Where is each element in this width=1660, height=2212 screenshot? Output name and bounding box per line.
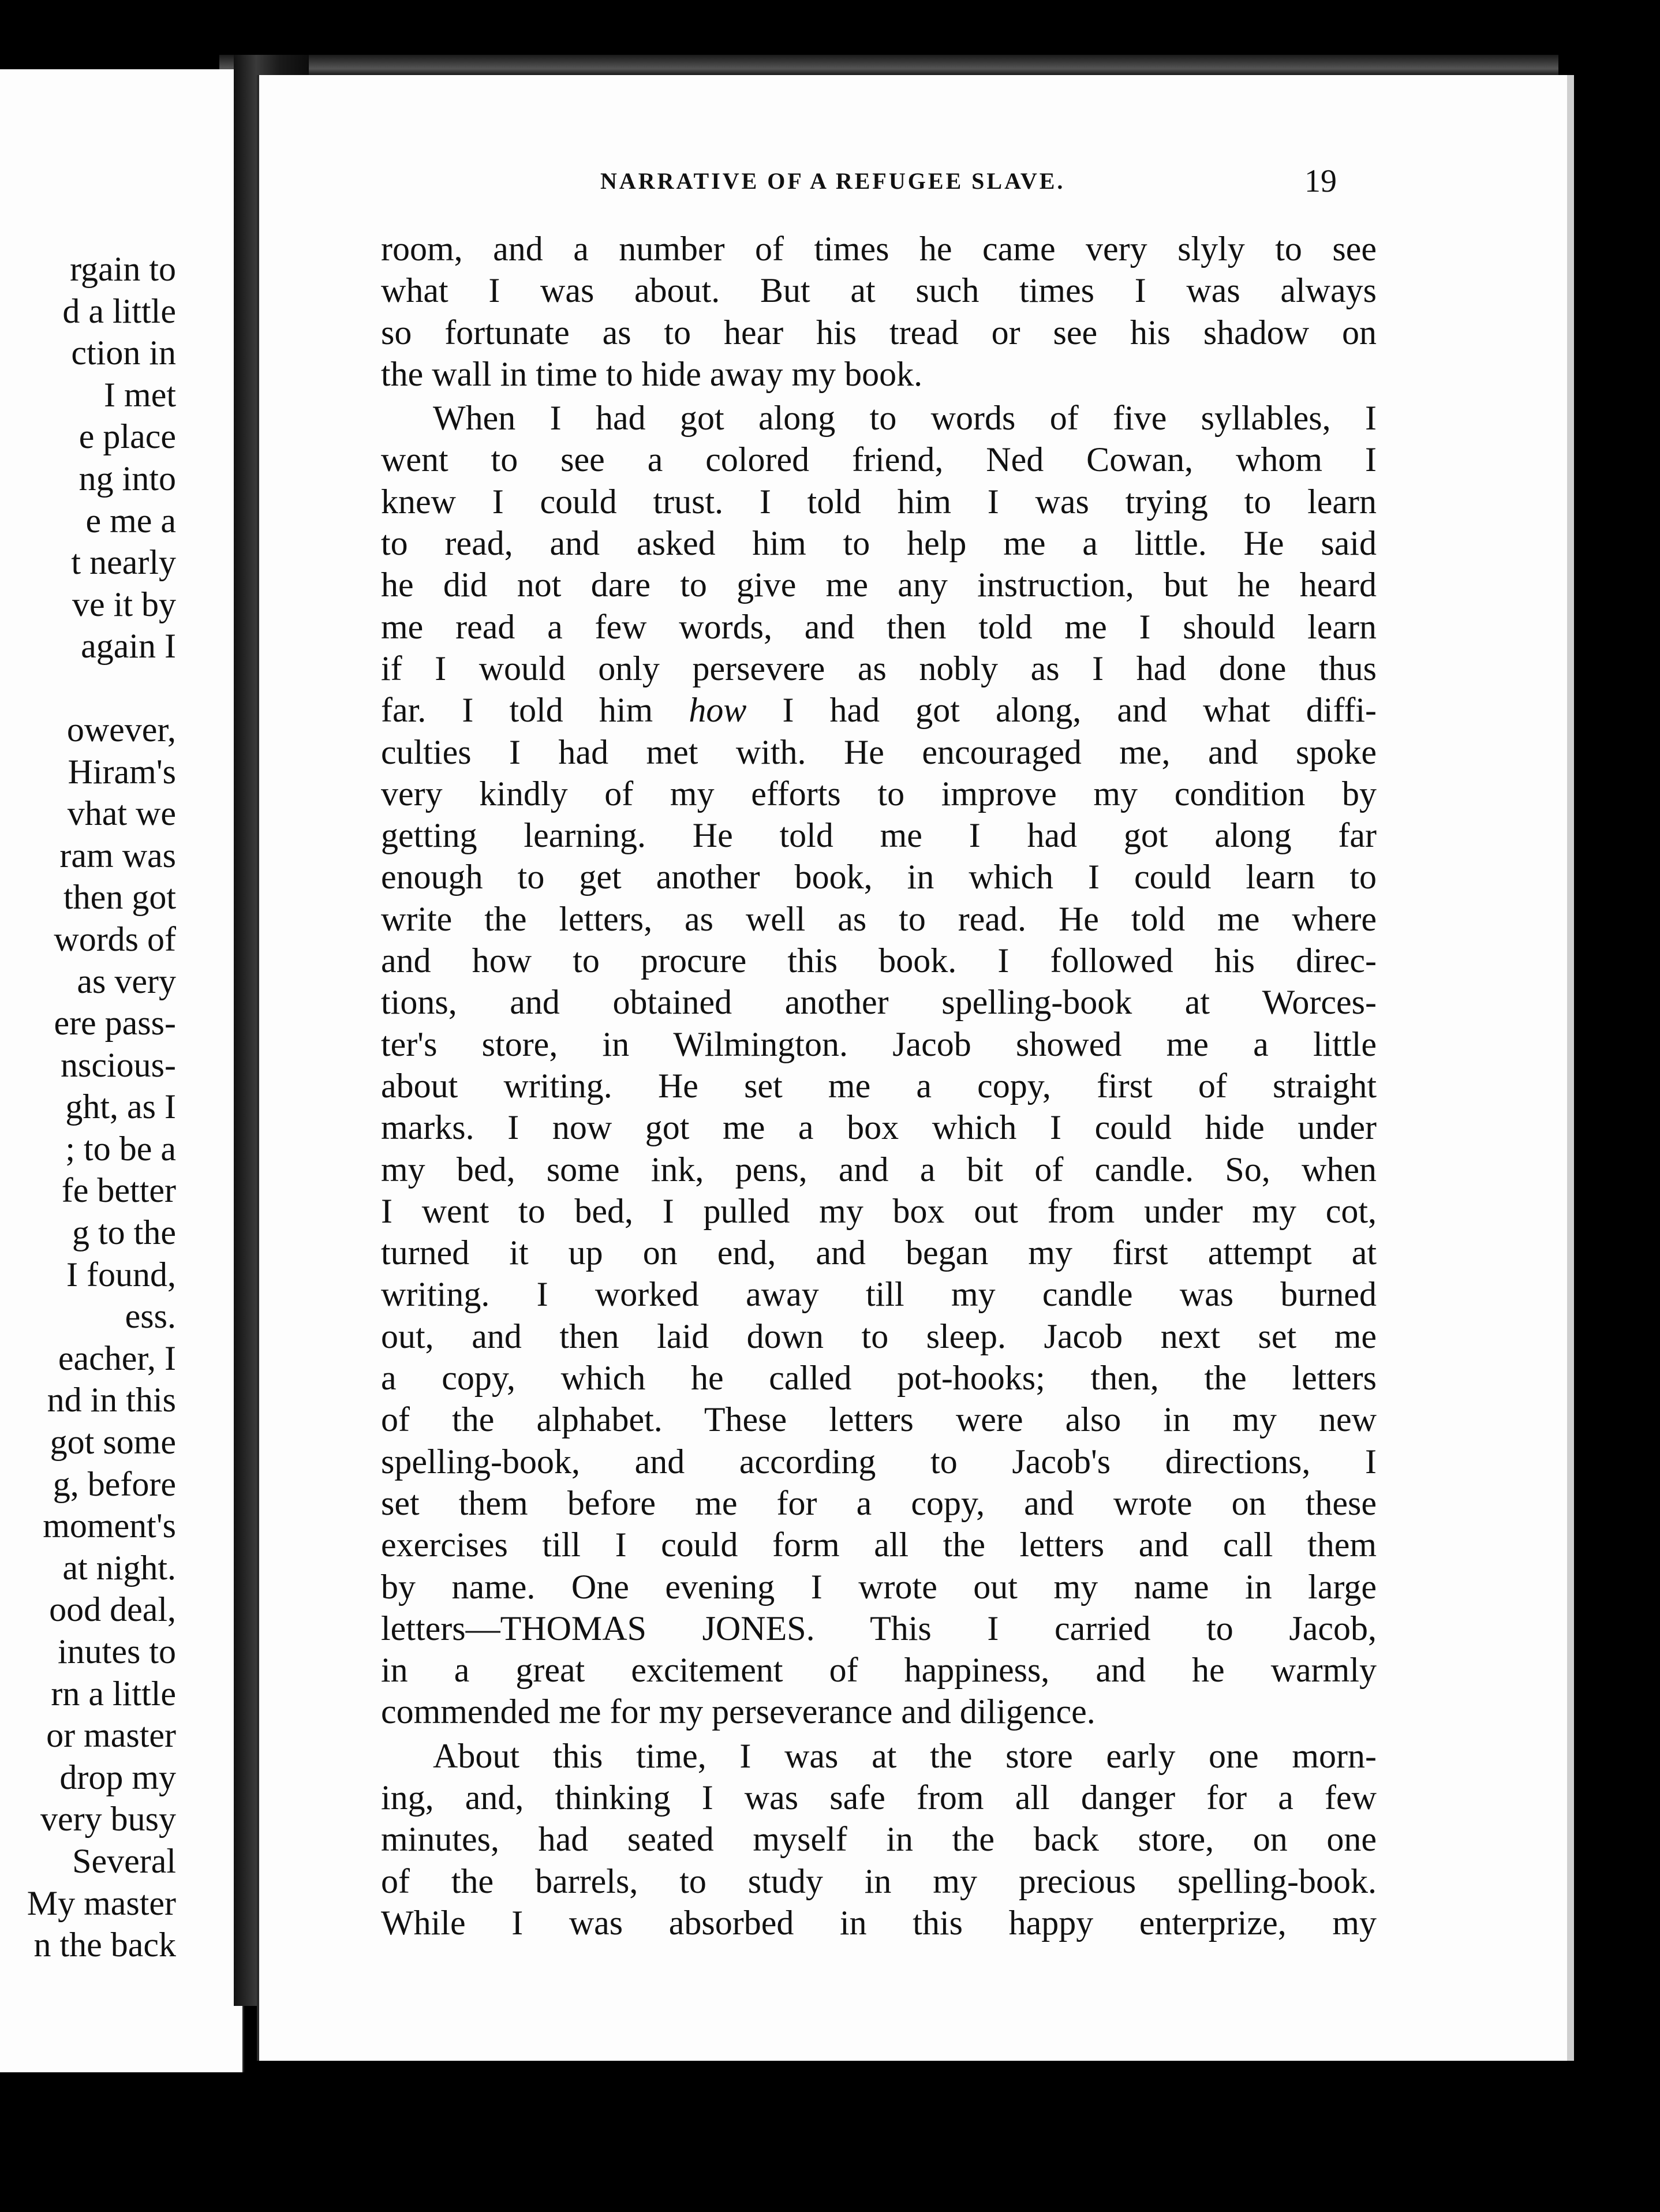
left-line: then got bbox=[63, 878, 176, 917]
left-line: again I bbox=[81, 627, 176, 666]
left-line: ere pass- bbox=[54, 1004, 176, 1043]
left-line: ction in bbox=[71, 334, 176, 372]
text-line bbox=[381, 689, 1377, 731]
text-line: knew I could trust. I told him I was trying to learn bbox=[381, 482, 1377, 521]
left-line: rgain to bbox=[70, 250, 176, 288]
text-line: letters—THOMAS JONES. This I carried to Jacob, bbox=[381, 1609, 1377, 1647]
left-line: e place bbox=[78, 417, 176, 456]
left-line: moment's bbox=[43, 1507, 176, 1545]
left-page bbox=[0, 69, 244, 2072]
left-line: g, before bbox=[53, 1464, 176, 1503]
left-line: My master bbox=[27, 1884, 176, 1922]
left-line: g to the bbox=[72, 1213, 176, 1252]
left-page-text bbox=[27, 248, 176, 1966]
left-line: vhat we bbox=[67, 794, 176, 833]
left-line: ess. bbox=[125, 1297, 176, 1336]
left-line: ram was bbox=[59, 836, 176, 875]
left-line: I found, bbox=[66, 1255, 176, 1294]
running-head: NARRATIVE OF A REFUGEE SLAVE. bbox=[600, 168, 1065, 194]
text-line: in a great excitement of happiness, and he warmly bbox=[381, 1651, 1377, 1690]
left-line: got some bbox=[50, 1423, 176, 1462]
text-line: of the alphabet. These letters were also in my new bbox=[381, 1400, 1377, 1439]
text-line: write the letters, as well as to read. He told me where bbox=[381, 899, 1377, 938]
left-line: Several bbox=[72, 1841, 176, 1880]
text-line: very kindly of my efforts to improve my condition by bbox=[381, 774, 1377, 813]
left-line: eacher, I bbox=[58, 1339, 176, 1377]
text-line: ter's store, in Wilmington. Jacob showed me a little bbox=[381, 1025, 1377, 1063]
left-line: or master bbox=[46, 1716, 176, 1755]
text-line: my bed, some ink, pens, and a bit of candle. So, when bbox=[381, 1150, 1377, 1189]
text-line: ing, and, thinking I was safe from all danger for a few bbox=[381, 1778, 1377, 1817]
left-line: very busy bbox=[40, 1800, 176, 1839]
text-line: writing. I worked away till my candle was burned bbox=[381, 1275, 1377, 1314]
text-line: spelling-book, and according to Jacob's directions, I bbox=[381, 1442, 1377, 1481]
text-line: exercises till I could form all the letters and call them bbox=[381, 1526, 1377, 1564]
text-line: and how to procure this book. I followed his direc- bbox=[381, 941, 1377, 980]
left-line: ood deal, bbox=[49, 1590, 176, 1629]
text-line: went to see a colored friend, Ned Cowan, whom I bbox=[381, 440, 1377, 479]
left-line: inutes to bbox=[58, 1632, 176, 1671]
text-line: me read a few words, and then told me I should learn bbox=[381, 607, 1377, 646]
left-line: words of bbox=[54, 920, 176, 958]
left-line: at night. bbox=[62, 1548, 176, 1587]
text-line: When I had got along to words of five syllables, I bbox=[433, 399, 1377, 438]
text-line: While I was absorbed in this happy enterprize, my bbox=[381, 1903, 1377, 1942]
text-line: of the barrels, to study in my precious spelling-book. bbox=[381, 1862, 1377, 1900]
text-line: to read, and asked him to help me a little. He said bbox=[381, 524, 1377, 563]
left-line: nd in this bbox=[47, 1381, 176, 1419]
left-line: owever, bbox=[66, 710, 176, 749]
text-line: out, and then laid down to sleep. Jacob next set me bbox=[381, 1317, 1377, 1355]
left-line: n the back bbox=[33, 1926, 176, 1964]
text-line: minutes, had seated myself in the back store, on one bbox=[381, 1820, 1377, 1859]
text-line: what I was about. But at such times I was always bbox=[381, 271, 1377, 310]
text-line: so fortunate as to hear his tread or see his shadow on bbox=[381, 313, 1377, 352]
italic-word: how bbox=[689, 691, 747, 730]
text-fragment: far. I told him bbox=[381, 691, 653, 730]
page-number: 19 bbox=[1304, 163, 1337, 199]
left-line: ng into bbox=[78, 459, 176, 498]
text-line: a copy, which he called pot-hooks; then, the letters bbox=[381, 1359, 1377, 1398]
text-line: the wall in time to hide away my book. bbox=[381, 354, 923, 393]
text-line: by name. One evening I wrote out my name in large bbox=[381, 1567, 1377, 1606]
left-line: ve it by bbox=[72, 585, 176, 623]
text-line: he did not dare to give me any instruction, but he heard bbox=[381, 566, 1377, 604]
left-line: e me a bbox=[85, 501, 176, 540]
text-line: room, and a number of times he came very slyly to see bbox=[381, 230, 1377, 268]
left-line: fe better bbox=[61, 1171, 176, 1210]
text-line: if I would only persevere as nobly as I had done thus bbox=[381, 649, 1377, 687]
left-line: I met bbox=[104, 375, 176, 414]
left-line: drop my bbox=[59, 1758, 176, 1796]
text-line: getting learning. He told me I had got along far bbox=[381, 816, 1377, 855]
text-line: marks. I now got me a box which I could hide under bbox=[381, 1108, 1377, 1147]
left-line: ; to be a bbox=[65, 1129, 176, 1168]
text-line: turned it up on end, and began my first attempt at bbox=[381, 1234, 1377, 1272]
text-line: enough to get another book, in which I could learn to bbox=[381, 858, 1377, 896]
page-body-text bbox=[381, 228, 1377, 1944]
left-line: nscious- bbox=[61, 1045, 176, 1084]
text-line: About this time, I was at the store early one morn- bbox=[433, 1736, 1377, 1775]
text-line: culties I had met with. He encouraged me, and spoke bbox=[381, 733, 1377, 771]
left-line: d a little bbox=[62, 292, 176, 330]
left-line: Hiram's bbox=[68, 752, 176, 791]
left-line: as very bbox=[77, 962, 176, 1000]
left-line: ght, as I bbox=[65, 1088, 176, 1126]
text-line: tions, and obtained another spelling-book at Worces- bbox=[381, 983, 1377, 1022]
left-line: rn a little bbox=[51, 1674, 176, 1713]
left-line: t nearly bbox=[71, 543, 176, 582]
text-line: about writing. He set me a copy, first of straight bbox=[381, 1066, 1377, 1105]
text-line: I went to bed, I pulled my box out from under my cot, bbox=[381, 1191, 1377, 1230]
scan-shadow-top bbox=[219, 55, 1558, 78]
page-edge bbox=[1567, 75, 1574, 2061]
text-line: set them before me for a copy, and wrote on these bbox=[381, 1484, 1377, 1522]
text-fragment: I had got along, and what diffi- bbox=[782, 691, 1377, 730]
text-line: commended me for my perseverance and diligence. bbox=[381, 1692, 1096, 1731]
scan-bottom-border bbox=[0, 2072, 1660, 2212]
